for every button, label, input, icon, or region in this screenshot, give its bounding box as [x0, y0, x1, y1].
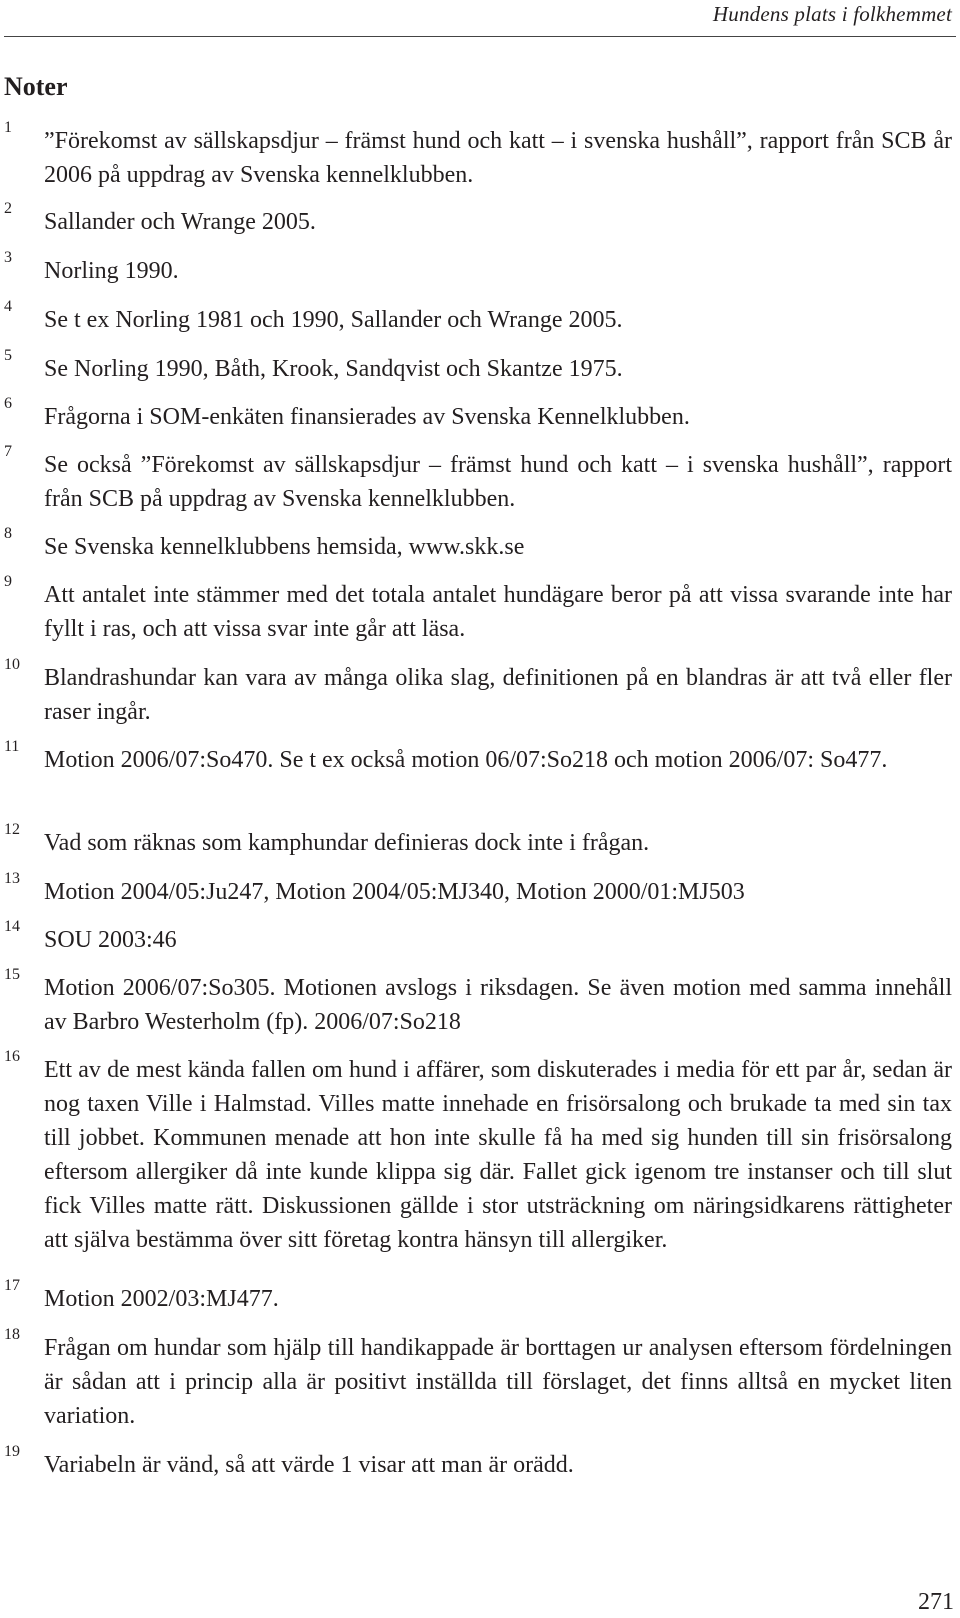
- note-text: Se Norling 1990, Båth, Krook, Sandqvist och Skantze 1975.: [44, 356, 623, 382]
- note-number: 7: [4, 443, 12, 460]
- note-item: [0, 1048, 952, 1253]
- note-item: [0, 200, 952, 245]
- note-item: [0, 573, 952, 642]
- note-text: Sallander och Wrange 2005.: [44, 209, 316, 235]
- note-text: Frågorna i SOM-enkäten finansierades av Svenska Kennelklubben.: [44, 404, 690, 430]
- page-number: 271: [918, 1589, 954, 1615]
- note-number: 5: [4, 347, 12, 364]
- note-item: [0, 656, 952, 725]
- note-number: 12: [4, 821, 20, 838]
- note-number: 3: [4, 249, 12, 266]
- note-text: Frågan om hundar som hjälp till handikappade är borttagen ur analysen eftersom fördelningen är sådan att i princip alla är positivt inställda till förslaget, det finns alltså en mycket liten variation.: [44, 1335, 952, 1429]
- note-text: Att antalet inte stämmer med det totala antalet hundägare beror på att vissa svarande inte har fyllt i ras, och att vissa svar inte går att läsa.: [44, 582, 952, 642]
- note-number: 8: [4, 525, 12, 542]
- note-text: Norling 1990.: [44, 258, 179, 284]
- header-rule: [4, 36, 956, 37]
- note-text: Blandrashundar kan vara av många olika slag, definitionen på en blandras är att två eller fler raser ingår.: [44, 665, 952, 725]
- note-text: Motion 2004/05:Ju247, Motion 2004/05:MJ340, Motion 2000/01:MJ503: [44, 879, 745, 905]
- note-number: 15: [4, 966, 20, 983]
- note-number: 10: [4, 656, 20, 673]
- note-number: 19: [4, 1443, 20, 1460]
- note-item: [0, 395, 952, 440]
- note-number: 11: [4, 738, 20, 755]
- note-item: [0, 443, 952, 512]
- note-item: [0, 1277, 952, 1322]
- note-text: Motion 2006/07:So305. Motionen avslogs i riksdagen. Se även motion med samma innehåll av Barbro Westerholm (fp). 2006/07:So218: [44, 975, 952, 1035]
- note-number: 14: [4, 918, 20, 935]
- note-item: [0, 966, 952, 1035]
- note-number: 16: [4, 1048, 20, 1065]
- note-item: [0, 119, 952, 188]
- note-item: [0, 821, 952, 866]
- note-text: Motion 2006/07:So470. Se t ex också motion 06/07:So218 och motion 2006/07: So477.: [44, 747, 888, 773]
- note-item: [0, 1326, 952, 1429]
- running-header: Hundens plats i folkhemmet: [712, 2, 952, 26]
- note-number: 9: [4, 573, 12, 590]
- note-item: [0, 918, 952, 963]
- note-item: [0, 249, 952, 294]
- note-text: Ett av de mest kända fallen om hund i affärer, som diskuterades i media för ett par år, sedan är nog taxen Ville i Halmstad. Villes matte innehade en frisörsalong och brukade ta med sin tax till jobbet. Kommunen menade att hon inte skulle få ha med sig hunden till sin frisörsalong eftersom allergiker då inte kunde klippa sig där. Fallet gick igenom tre instanser och till slut fick Villes matte rätt. Diskussionen gällde i stor utsträckning om näringsidkarens rättigheter att själva bestämma över sitt företag kontra hänsyn till allergiker.: [44, 1057, 952, 1253]
- note-text: Se Svenska kennelklubbens hemsida, www.skk.se: [44, 534, 525, 560]
- note-text: Vad som räknas som kamphundar definieras dock inte i frågan.: [44, 830, 650, 856]
- note-number: 18: [4, 1326, 20, 1343]
- note-text: Se t ex Norling 1981 och 1990, Sallander och Wrange 2005.: [44, 307, 623, 333]
- section-title: Noter: [4, 72, 68, 101]
- note-number: 2: [4, 200, 12, 217]
- note-item: [0, 738, 952, 783]
- note-number: 13: [4, 870, 20, 887]
- note-item: [0, 347, 952, 392]
- note-text: ”Förekomst av sällskapsdjur – främst hund och katt – i svenska hushåll”, rapport från SCB år 2006 på uppdrag av Svenska kennelklubben.: [44, 128, 952, 188]
- note-item: [0, 525, 952, 570]
- note-number: 1: [4, 119, 12, 136]
- note-item: [0, 298, 952, 343]
- note-number: 17: [4, 1277, 20, 1294]
- note-number: 6: [4, 395, 12, 412]
- note-text: Se också ”Förekomst av sällskapsdjur – främst hund och katt – i svenska hushåll”, rapport från SCB på uppdrag av Svenska kennelklubben.: [44, 452, 952, 512]
- note-text: Variabeln är vänd, så att värde 1 visar att man är orädd.: [44, 1452, 574, 1478]
- note-text: Motion 2002/03:MJ477.: [44, 1286, 279, 1312]
- note-number: 4: [4, 298, 12, 315]
- note-item: [0, 870, 952, 915]
- note-text: SOU 2003:46: [44, 927, 177, 953]
- note-item: [0, 1443, 952, 1488]
